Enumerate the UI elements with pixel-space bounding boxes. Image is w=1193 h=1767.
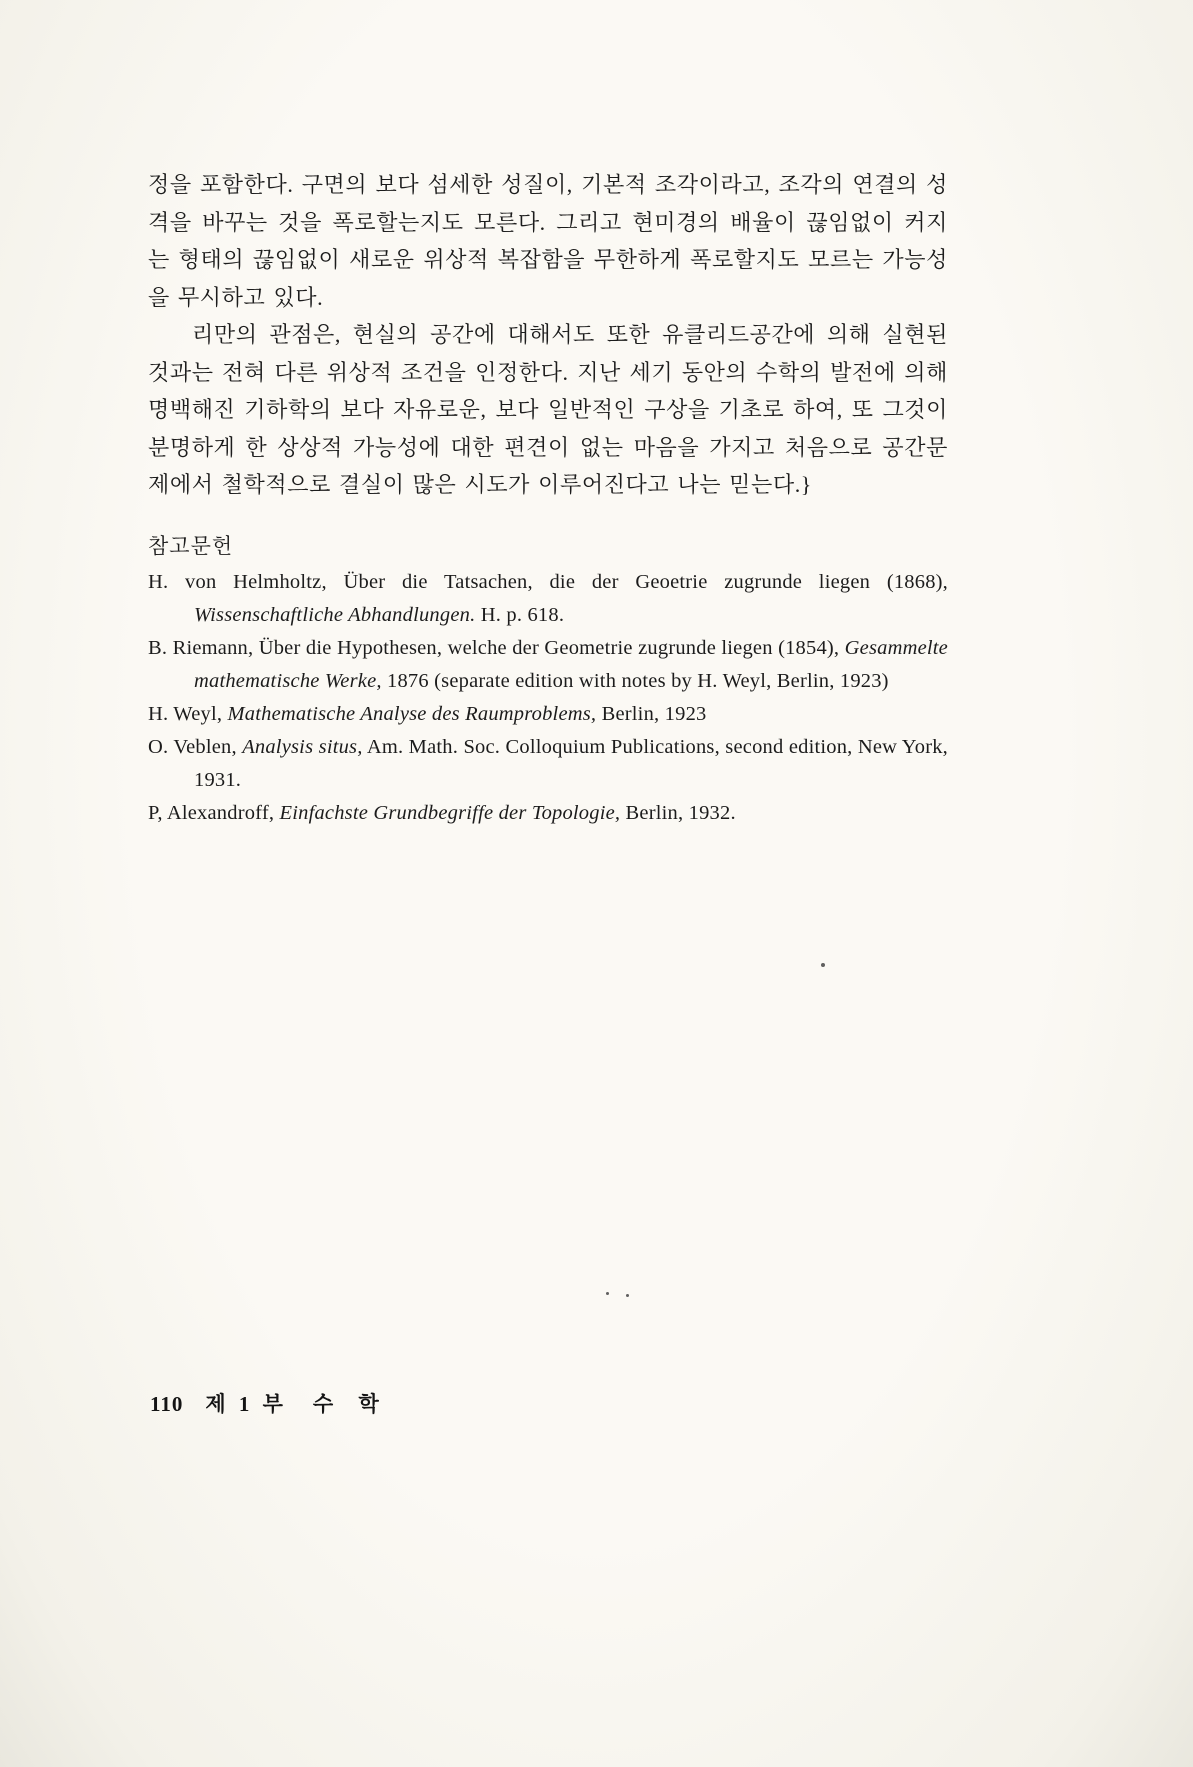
body-paragraph-2: 리만의 관점은, 현실의 공간에 대해서도 또한 유클리드공간에 의해 실현된 것과는 전혀 다른 위상적 조건을 인정한다. 지난 세기 동안의 수학의 발전에 의해 명백해진 기하학의 보다 자유로운, 보다 일반적인 구상을 기초로 하여, 또 그것이 분명하게 한 상상적 가능성에 대한 편견이 없는 마음을 가지고 처음으로 공간문제에서 철학적으로 결실이 많은 시도가 이루어진다고 나는 믿는다.}: [148, 322, 948, 497]
reference-item: [148, 797, 948, 830]
footer-part-label: 제 1 부: [205, 1392, 287, 1416]
reference-list: [148, 566, 948, 830]
footer-subject-label: 수 학: [312, 1392, 389, 1416]
reference-text: Am. Math. Soc. Colloquium Publications, second edition, New York, 1931.: [194, 735, 948, 791]
scan-artifact-dot: [606, 1292, 609, 1295]
page-number: 110: [150, 1392, 184, 1416]
reference-item: [148, 698, 948, 731]
page-footer: [150, 1388, 389, 1418]
reference-text: 1876 (separate edition with notes by H. Weyl, Berlin, 1923): [381, 669, 889, 692]
body-paragraph-1: 정을 포함한다. 구면의 보다 섬세한 성질이, 기본적 조각이라고, 조각의 연결의 성격을 바꾸는 것을 폭로할는지도 모른다. 그리고 현미경의 배율이 끊임없이 커지는 형태의 끊임없이 새로운 위상적 복잡함을 무한하게 폭로할지도 모르는 가능성을 무시하고 있다.: [148, 172, 948, 310]
reference-text: P, Alexandroff,: [148, 801, 280, 824]
reference-work-title: Mathematische Analyse des Raumproblems,: [227, 702, 597, 725]
reference-text: B. Riemann, Über die Hypothesen, welche der Geometrie zugrunde liegen (1854),: [148, 636, 845, 659]
reference-item: [148, 731, 948, 797]
reference-work-title: Einfachste Grundbegriffe der Topologie,: [279, 801, 621, 824]
scan-artifact-dot: [626, 1294, 629, 1297]
reference-work-title: Analysis situs,: [242, 735, 363, 758]
reference-text: Berlin, 1923: [596, 702, 707, 725]
reference-text: H. von Helmholtz, Über die Tatsachen, die der Geoetrie zugrunde liegen (1868),: [148, 570, 948, 593]
reference-work-title: Wissenschaftliche Abhandlungen.: [194, 603, 476, 626]
reference-text: H. p. 618.: [475, 603, 565, 626]
reference-work-title: Gesammelte mathematische Werke,: [194, 636, 948, 692]
reference-item: [148, 632, 948, 698]
reference-text: O. Veblen,: [148, 735, 243, 758]
reference-text: H. Weyl,: [148, 702, 228, 725]
reference-item: [148, 566, 948, 632]
text-block: [148, 166, 948, 830]
reference-text: Berlin, 1932.: [620, 801, 736, 824]
scan-artifact-dot: [821, 963, 825, 967]
references-heading: 참고문헌: [148, 533, 234, 558]
